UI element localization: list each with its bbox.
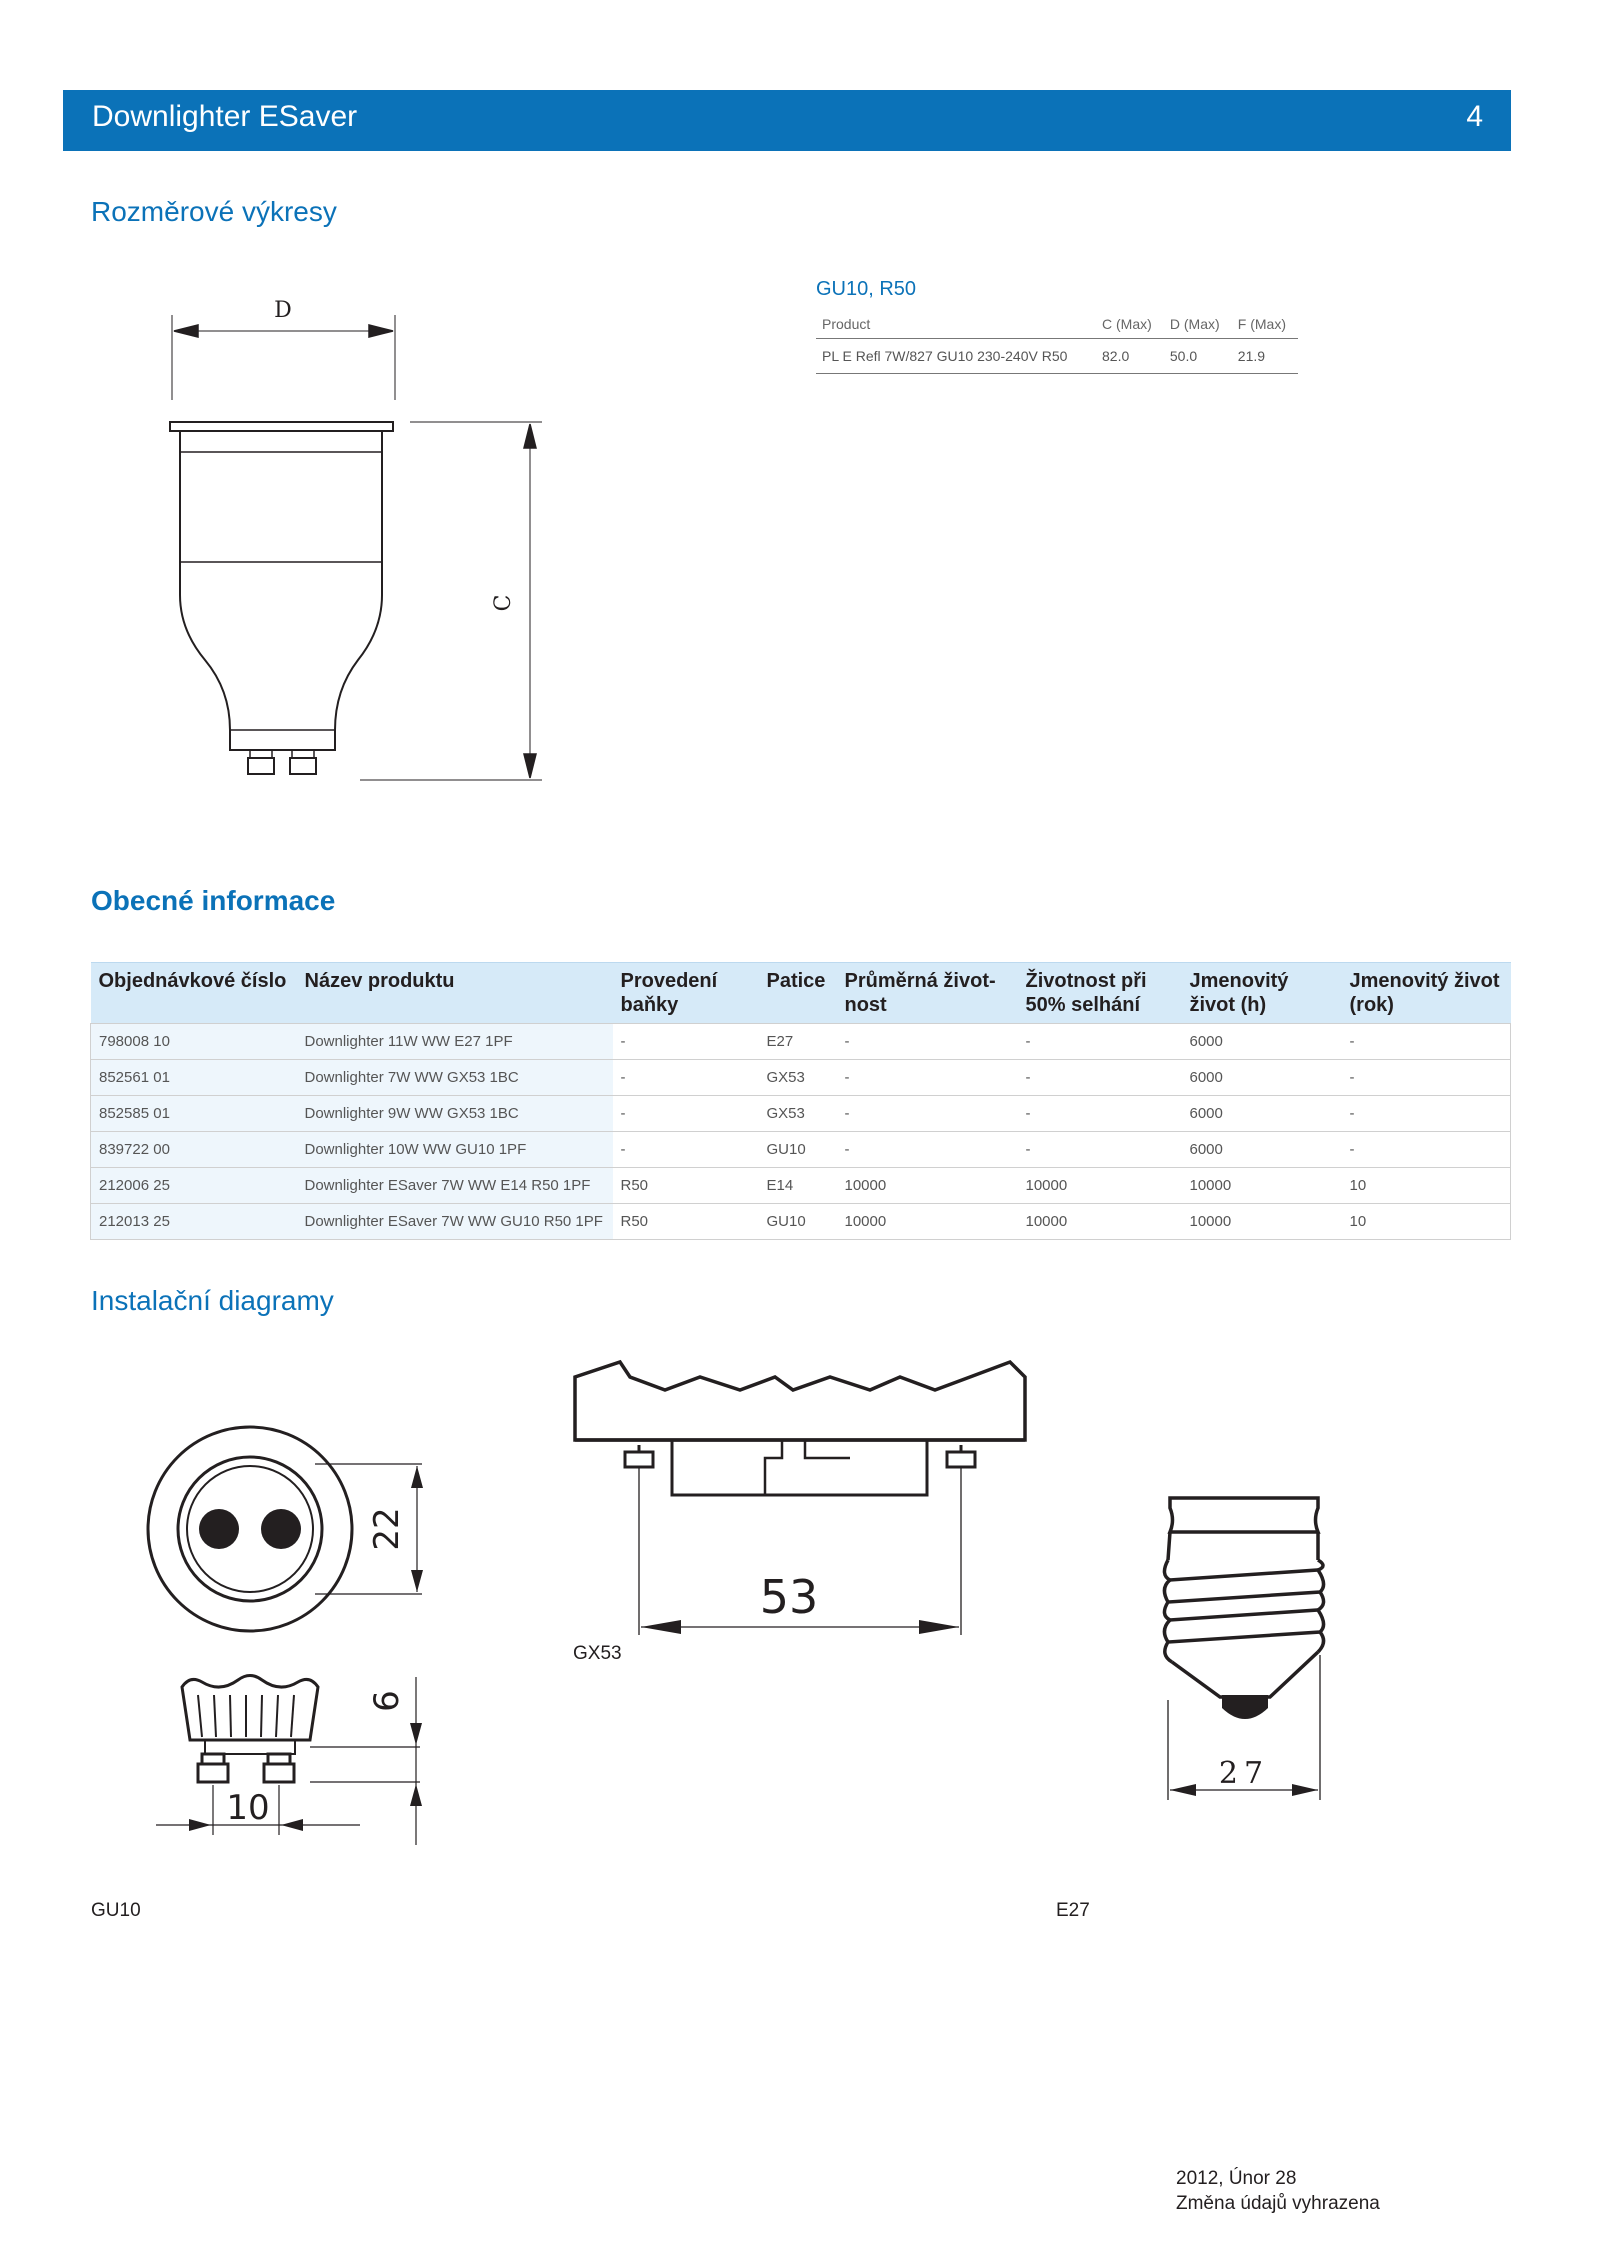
cell-rated-life-year: - [1342,1096,1511,1132]
table-row [91,1132,1511,1168]
gx53-installation-diagram [560,1350,1040,1660]
cell-rated-life-year: 10 [1342,1204,1511,1240]
cell-bulb-type: R50 [613,1168,759,1204]
cell-avg-life: 10000 [837,1168,1018,1204]
cell-rated-life-h: 10000 [1182,1168,1342,1204]
cell-product-name: Downlighter 10W WW GU10 1PF [297,1132,613,1168]
dim-header-product: Product [816,310,1096,339]
cell-life-50: - [1018,1024,1182,1060]
cell-rated-life-year: 10 [1342,1168,1511,1204]
label-d: D [274,298,292,323]
cell-base: E27 [759,1024,837,1060]
cell-product-name: Downlighter ESaver 7W WW E14 R50 1PF [297,1168,613,1204]
cell-rated-life-h: 10000 [1182,1204,1342,1240]
cell-order-number: 212013 25 [91,1204,297,1240]
e27-caption: E27 [1056,1900,1090,1921]
footer-note: Změna údajů vyhrazena [1176,2193,1380,2214]
cell-life-50: 10000 [1018,1168,1182,1204]
table-row [91,1096,1511,1132]
table-row [91,1168,1511,1204]
cell-product-name: Downlighter 7W WW GX53 1BC [297,1060,613,1096]
cell-bulb-type: - [613,1132,759,1168]
cell-bulb-type: R50 [613,1204,759,1240]
info-header-order-number: Objednávkové číslo [91,963,297,1024]
table-row [91,1060,1511,1096]
table-row [91,1024,1511,1060]
cell-life-50: 10000 [1018,1204,1182,1240]
gu10-caption: GU10 [91,1900,141,1921]
cell-base: GU10 [759,1204,837,1240]
dim-header-c: C (Max) [1096,310,1164,339]
gu10-dim-6: 6 [367,1690,407,1712]
cell-avg-life: 10000 [837,1204,1018,1240]
cell-order-number: 798008 10 [91,1024,297,1060]
label-c: C [491,594,516,612]
e27-installation-diagram [1150,1480,1340,1810]
info-header-avg-life: Průměrná život-nost [837,963,1018,1024]
cell-base: GX53 [759,1096,837,1132]
cell-bulb-type: - [613,1096,759,1132]
info-header-bulb-type: Provedení baňky [613,963,759,1024]
cell-base: GX53 [759,1060,837,1096]
cell-avg-life: - [837,1060,1018,1096]
info-header-rated-life-year: Jmenovitý život (rok) [1342,963,1511,1024]
footer-date: 2012, Únor 28 [1176,2168,1297,2189]
info-header-base: Patice [759,963,837,1024]
cell-life-50: - [1018,1132,1182,1168]
cell-rated-life-h: 6000 [1182,1096,1342,1132]
cell-rated-life-h: 6000 [1182,1060,1342,1096]
dim-header-d: D (Max) [1164,310,1232,339]
table-row [816,339,1298,374]
cell-life-50: - [1018,1096,1182,1132]
cell-rated-life-year: - [1342,1024,1511,1060]
dim-cell: 82.0 [1096,339,1164,374]
gu10-installation-diagram [120,1395,450,1850]
cell-product-name: Downlighter ESaver 7W WW GU10 R50 1PF [297,1204,613,1240]
cell-rated-life-year: - [1342,1132,1511,1168]
table-row [91,1204,1511,1240]
dim-cell: 50.0 [1164,339,1232,374]
cell-base: E14 [759,1168,837,1204]
cell-rated-life-h: 6000 [1182,1132,1342,1168]
cell-rated-life-h: 6000 [1182,1024,1342,1060]
dim-header-f: F (Max) [1232,310,1298,339]
cell-bulb-type: - [613,1024,759,1060]
cell-order-number: 212006 25 [91,1168,297,1204]
info-header-product-name: Název produktu [297,963,613,1024]
cell-avg-life: - [837,1096,1018,1132]
cell-base: GU10 [759,1132,837,1168]
e27-dim-27: 27 [1218,1756,1270,1791]
cell-life-50: - [1018,1060,1182,1096]
cell-product-name: Downlighter 9W WW GX53 1BC [297,1096,613,1132]
cell-rated-life-year: - [1342,1060,1511,1096]
info-header-life-50: Životnost při 50% selhání [1018,963,1182,1024]
cell-avg-life: - [837,1024,1018,1060]
page-title: Downlighter ESaver [92,100,358,133]
gx53-caption: GX53 [573,1643,622,1664]
gu10-dim-10: 10 [226,1788,270,1828]
dim-cell: 21.9 [1232,339,1298,374]
cell-order-number: 839722 00 [91,1132,297,1168]
section-general-info: Obecné informace [91,885,336,916]
gx53-dim-53: 53 [759,1570,819,1624]
info-table [90,962,1511,1240]
cell-bulb-type: - [613,1060,759,1096]
cell-order-number: 852585 01 [91,1096,297,1132]
cell-product-name: Downlighter 11W WW E27 1PF [297,1024,613,1060]
gu10-dim-22: 22 [367,1507,407,1551]
cell-order-number: 852561 01 [91,1060,297,1096]
section-installation: Instalační diagramy [91,1285,334,1316]
section-dimension-drawings: Rozměrové výkresy [91,196,337,227]
lamp-dimension-drawing [160,290,560,800]
dimension-table-title: GU10, R50 [816,278,917,300]
header-bar [63,90,1511,151]
footer [1176,2166,1380,2216]
page-number: 4 [1466,100,1483,133]
dim-cell: PL E Refl 7W/827 GU10 230-240V R50 [816,339,1096,374]
dimension-table [816,310,1298,374]
cell-avg-life: - [837,1132,1018,1168]
info-header-rated-life-h: Jmenovitý život (h) [1182,963,1342,1024]
